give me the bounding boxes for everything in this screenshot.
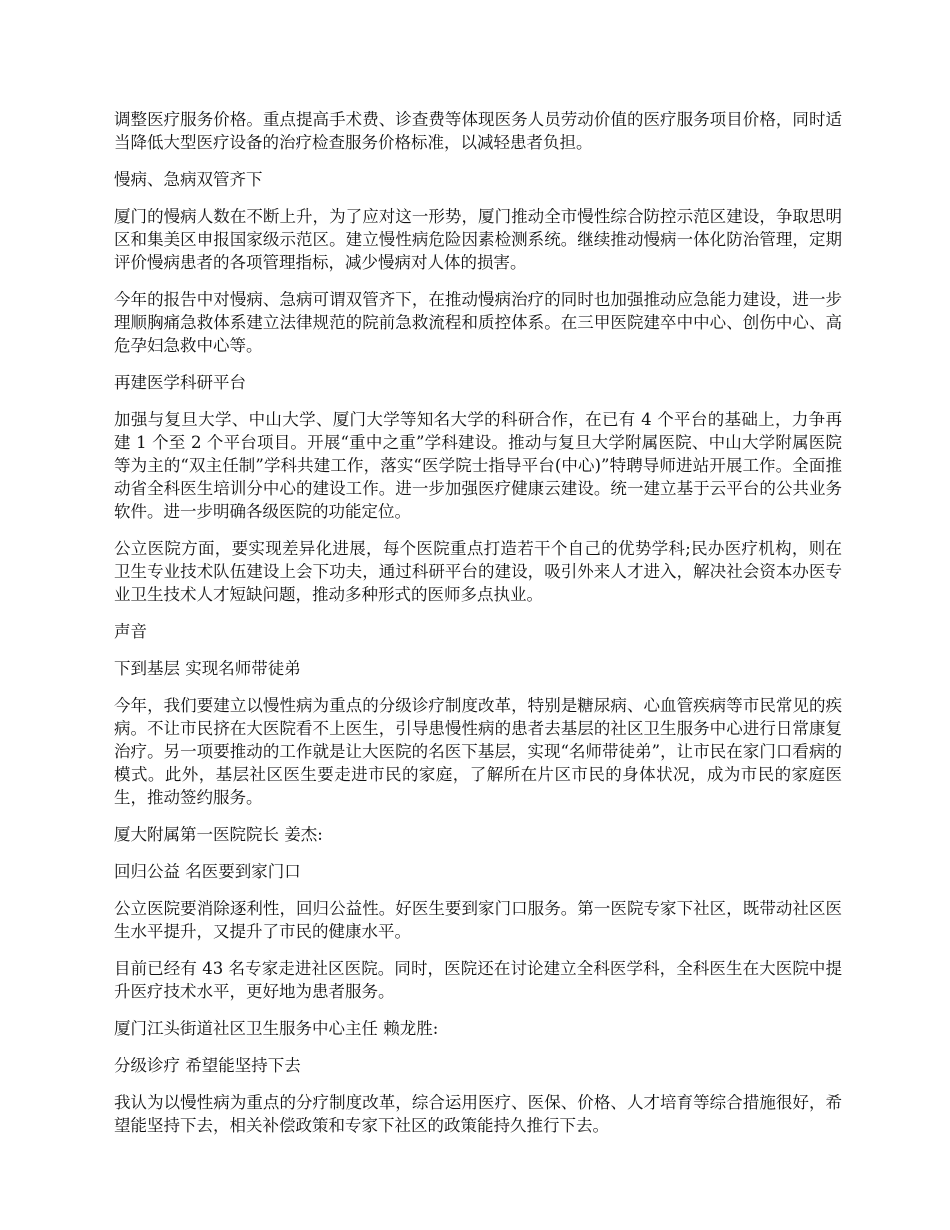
heading-research-platform: 再建医学科研平台	[114, 373, 246, 392]
heading-chronic-acute: 慢病、急病双管齐下	[114, 170, 263, 189]
paragraph-chronic-disease-control: 厦门的慢病人数在不断上升，为了应对这一形势，厦门推动全市慢性综合防控示范区建设，争取思明区和集美区申报国家级示范区。建立慢性病危险因素检测系统。继续推动慢病一体化防治管理，定期评价慢病患者的各项管理指标，减少慢病对人体的损害。	[114, 207, 842, 272]
paragraph-remove-profit-seeking: 公立医院要消除逐利性，回归公益性。好医生要到家门口服务。第一医院专家下社区，既带动社区医生水平提升，又提升了市民的健康水平。	[114, 899, 842, 941]
paragraph-experts-in-community: 目前已经有 43 名专家走进社区医院。同时，医院还在讨论建立全科医学科，全科医生在大医院中提升医疗技术水平，更好地为患者服务。	[114, 959, 842, 1001]
speaker-jiang-jie: 厦大附属第一医院院长 姜杰:	[114, 825, 323, 844]
heading-voices: 声音	[114, 622, 147, 641]
document-page	[114, 108, 842, 1151]
paragraph-keep-reform-going: 我认为以慢性病为重点的分疗制度改革，综合运用医疗、医保、价格、人才培育等综合措施很好，希望能坚持下去，相关补偿政策和专家下社区的政策能持久推行下去。	[114, 1093, 842, 1135]
paragraph-public-private-hospitals: 公立医院方面，要实现差异化进展，每个医院重点打造若干个自己的优势学科;民办医疗机构，则在卫生专业技术队伍建设上会下功夫，通过科研平台的建设，吸引外来人才进入，解决社会资本办医专业卫生技术人才短缺问题，推动多种形式的医师多点执业。	[114, 539, 842, 604]
heading-grassroots-mentoring: 下到基层 实现名师带徒弟	[114, 659, 301, 678]
heading-tiered-diagnosis: 分级诊疗 希望能坚持下去	[114, 1056, 301, 1075]
paragraph-emergency-capacity: 今年的报告中对慢病、急病可谓双管齐下，在推动慢病治疗的同时也加强推动应急能力建设，进一步理顺胸痛急救体系建立法律规范的院前急救流程和质控体系。在三甲医院建卒中中心、创伤中心、高危孕妇急救中心等。	[114, 290, 842, 355]
heading-public-welfare: 回归公益 名医要到家门口	[114, 862, 301, 881]
paragraph-tiered-treatment: 今年，我们要建立以慢性病为重点的分级诊疗制度改革，特别是糖尿病、心血管疾病等市民常见的疾病。不让市民挤在大医院看不上医生，引导患慢性病的患者去基层的社区卫生服务中心进行日常康复治疗。另一项要推动的工作就是让大医院的名医下基层，实现“名师带徒弟”，让市民在家门口看病的模式。此外，基层社区医生要走进市民的家庭，了解所在片区市民的身体状况，成为市民的家庭医生，推动签约服务。	[114, 696, 842, 807]
speaker-lai-longsheng: 厦门江头街道社区卫生服务中心主任 赖龙胜:	[114, 1019, 439, 1038]
paragraph-price-adjustment: 调整医疗服务价格。重点提高手术费、诊查费等体现医务人员劳动价值的医疗服务项目价格，同时适当降低大型医疗设备的治疗检查服务价格标准，以减轻患者负担。	[114, 110, 842, 152]
paragraph-university-cooperation: 加强与复旦大学、中山大学、厦门大学等知名大学的科研合作，在已有 4 个平台的基础上，力争再建 1 个至 2 个平台项目。开展“重中之重”学科建设。推动与复旦大学附属医院、中山大学附属医院等为主的“双主任制”学科共建工作，落实“医学院士指导平台(中心)”特聘导师进站开展工作。全面推动省全科医生培训分中心的建设工作。进一步加强医疗健康云建设。统一建立基于云平台的公共业务软件。进一步明确各级医院的功能定位。	[114, 410, 842, 521]
